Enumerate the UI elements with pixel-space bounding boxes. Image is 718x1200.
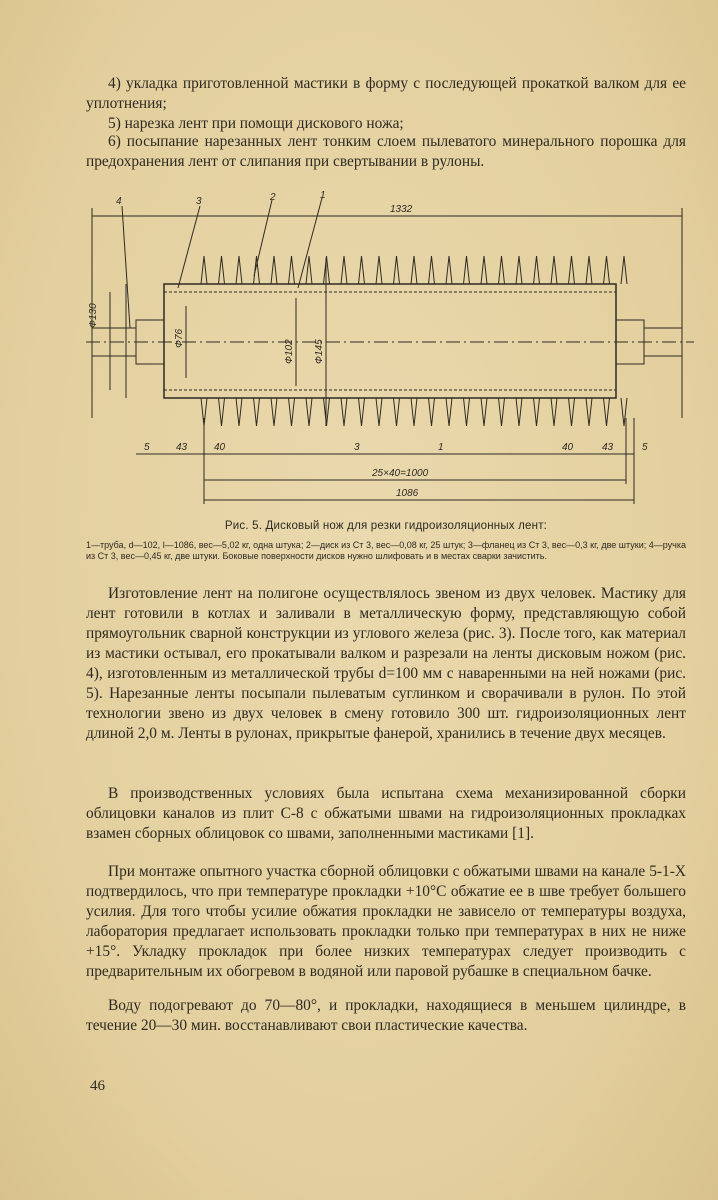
disc-blade-top	[429, 256, 435, 284]
disc-blade-bottom	[499, 398, 505, 426]
dim-mid-3: 3	[354, 442, 360, 453]
figure-caption: Рис. 5. Дисковый нож для резки гидроизоляционных лент:	[224, 520, 548, 532]
disc-blade-bottom	[464, 398, 470, 426]
dim-pitch: 25×40=1000	[372, 468, 429, 479]
disc-blade-top	[359, 256, 365, 284]
disc-blade-top	[499, 256, 505, 284]
disc-blade-bottom	[586, 398, 592, 426]
list-item-4-text: 4) укладка приготовленной мастики в форму с последующей прокаткой валком для ее уплотнения;	[86, 75, 686, 112]
dim-mid-1: 1	[438, 442, 444, 453]
disc-blade-top	[254, 256, 260, 284]
dim-right-5: 5	[642, 442, 648, 453]
disc-blade-top	[516, 256, 522, 284]
disc-blade-bottom	[411, 398, 417, 426]
disc-blade-bottom	[604, 398, 610, 426]
figure-legend: 1—труба, d—102, l—1086, вес—5,02 кг, одна штука; 2—диск из Ст 3, вес—0,08 кг, 25 штук; 3—фланец из Ст 3, вес—0,3 кг, две штуки; 4—ручка из Ст 3, вес—0,45 кг, две штуки. Боковые поверхности дисков нужно шлифовать и в местах сварки зачистить.	[86, 540, 686, 561]
dim-left-43: 43	[176, 442, 188, 453]
disc-blade-top	[464, 256, 470, 284]
disc-blade-bottom	[341, 398, 347, 426]
disc-blade-top	[621, 256, 627, 284]
disc-blade-bottom	[271, 398, 277, 426]
dim-tube-length: 1086	[396, 488, 419, 499]
tube-body	[164, 284, 616, 398]
technical-drawing	[86, 188, 694, 508]
callout-1-leader	[298, 198, 322, 288]
disc-blade-top	[586, 256, 592, 284]
body-paragraph-3	[86, 862, 686, 982]
body-paragraph-1-text: Изготовление лент на полигоне осуществлялось звеном из двух человек. Мастику для лент готовили в котлах и заливали в металлическую форму, представляющую собой прямоугольник сварной конструкции из углового железа (рис. 3). После того, как материал из мастики остывал, его прокатывали валком и разрезали на ленты дисковым ножом (рис. 4), изготовленным из металлической трубы d=100 мм с наваренными на ней ножами (рис. 5). Нарезанные ленты посыпали пылеватым суглинком и сворачивали в рулон. По этой технологии звено из двух человек в смену готовило 300 шт. гидроизоляционных лент длиной 2,0 м. Ленты в рулонах, прикрытые фанерой, хранились в течение двух месяцев.	[86, 585, 686, 742]
disc-blade-top	[341, 256, 347, 284]
dim-total-length: 1332	[390, 204, 413, 215]
body-paragraph-2	[86, 784, 686, 844]
body-paragraph-3-text: При монтаже опытного участка сборной облицовки с обжатыми швами на канале 5-1-X подтвердилось, что при температуре прокладки +10°С обжатие ее в шве требует большего усилия. Для того чтобы усилие обжатия прокладки не зависело от температуры воздуха, лаборатория предлагает использовать прокладки только при температурах в них не ниже +15°. Укладку прокладок при более низких температурах следует производить с предварительным их обогревом в водяной или паровой рубашке в специальном бачке.	[86, 863, 686, 980]
dim-left-40: 40	[214, 442, 226, 453]
callout-4: 4	[116, 196, 122, 207]
disc-blade-bottom	[289, 398, 295, 426]
discs-top	[201, 256, 627, 284]
disc-blade-top	[201, 256, 207, 284]
dim-diam-130: Ф130	[88, 303, 99, 328]
disc-blade-top	[604, 256, 610, 284]
disc-knife-drawing	[86, 188, 694, 508]
body-paragraph-1	[86, 584, 686, 744]
callout-1: 1	[320, 190, 326, 201]
disc-blade-bottom	[376, 398, 382, 426]
disc-blade-bottom	[446, 398, 452, 426]
disc-blade-bottom	[236, 398, 242, 426]
list-item-5	[86, 114, 686, 134]
disc-blade-top	[446, 256, 452, 284]
disc-blade-top	[551, 256, 557, 284]
disc-blade-bottom	[481, 398, 487, 426]
dim-right-43: 43	[602, 442, 614, 453]
callout-2: 2	[270, 192, 276, 203]
disc-blade-bottom	[254, 398, 260, 426]
disc-blade-bottom	[394, 398, 400, 426]
dim-diam-145: Ф145	[314, 339, 325, 364]
disc-blade-top	[411, 256, 417, 284]
disc-blade-bottom	[551, 398, 557, 426]
callout-3-leader	[178, 206, 200, 288]
disc-blade-bottom	[569, 398, 575, 426]
disc-blade-top	[569, 256, 575, 284]
disc-blade-top	[534, 256, 540, 284]
dim-diam-102: Ф102	[284, 339, 295, 364]
callout-3: 3	[196, 196, 202, 207]
body-paragraph-2-text: В производственных условиях была испытана схема механизированной сборки облицовки каналов из плит С-8 с обжатыми швами на гидроизоляционных прокладках взамен сборных облицовок со швами, заполненными мастиками [1].	[86, 785, 686, 842]
discs-bottom	[201, 398, 627, 426]
callout-2-leader	[254, 200, 272, 276]
disc-blade-bottom	[359, 398, 365, 426]
list-item-4	[86, 74, 686, 114]
list-item-6-text: 6) посыпание нарезанных лент тонким слоем пылеватого минерального порошка для предохранения лент от слипания при свертывании в рулоны.	[86, 133, 686, 170]
disc-blade-bottom	[534, 398, 540, 426]
disc-blade-top	[376, 256, 382, 284]
dim-diam-inner: Ф76	[174, 328, 185, 348]
disc-blade-top	[481, 256, 487, 284]
dim-left-5: 5	[144, 442, 150, 453]
dim-right-40: 40	[562, 442, 574, 453]
list-item-5-text: 5) нарезка лент при помощи дискового ножа;	[108, 115, 404, 132]
disc-blade-bottom	[219, 398, 225, 426]
page-number: 46	[90, 1078, 105, 1094]
disc-blade-top	[306, 256, 312, 284]
list-item-6	[86, 132, 686, 172]
disc-blade-top	[236, 256, 242, 284]
disc-blade-top	[394, 256, 400, 284]
body-paragraph-4-text: Воду подогревают до 70—80°, и прокладки, находящиеся в меньшем цилиндре, в течение 20—30 мин. восстанавливают свои пластические качества.	[86, 997, 686, 1034]
disc-blade-bottom	[306, 398, 312, 426]
disc-blade-top	[271, 256, 277, 284]
disc-blade-bottom	[429, 398, 435, 426]
disc-blade-top	[289, 256, 295, 284]
body-paragraph-4	[86, 996, 686, 1036]
disc-blade-bottom	[516, 398, 522, 426]
disc-blade-top	[219, 256, 225, 284]
